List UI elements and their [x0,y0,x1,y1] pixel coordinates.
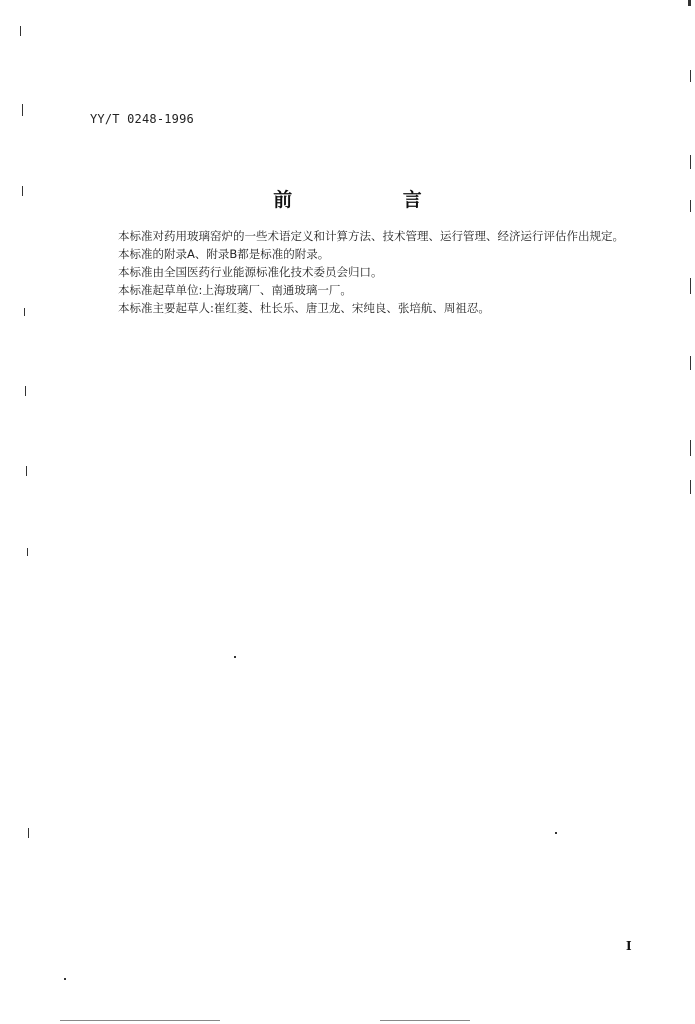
paragraph-scope: 本标准对药用玻璃窑炉的一些术语定义和计算方法、技术管理、运行管理、经济运行评估作出规定。 [118,229,624,243]
scan-artifact [26,466,27,476]
scan-artifact [690,155,691,169]
scan-artifact [25,386,26,396]
scan-artifact [28,828,29,838]
scan-artifact [690,70,691,82]
scan-artifact [690,200,691,212]
paragraph-drafting-units: 本标准起草单位:上海玻璃厂、南通玻璃一厂。 [118,283,352,297]
page-number: I [626,939,632,953]
scan-artifact [555,832,557,834]
paragraph-drafters: 本标准主要起草人:崔红菱、杜长乐、唐卫龙、宋纯良、张培航、周祖忍。 [118,301,490,315]
standard-code: YY/T 0248-1996 [90,112,194,126]
paragraph-appendix: 本标准的附录A、附录B都是标准的附录。 [118,247,330,261]
scan-artifact [234,656,236,658]
scan-artifact [24,308,25,316]
scan-artifact [64,978,66,980]
scan-artifact [690,356,691,370]
scan-artifact [20,26,21,36]
scan-artifact [690,480,691,494]
scan-artifact [60,1020,220,1021]
scan-artifact [27,548,28,556]
scan-artifact [688,0,691,6]
scan-artifact [690,278,691,294]
scan-artifact [690,440,691,456]
scan-artifact [380,1020,470,1021]
foreword-body [118,228,678,318]
scan-artifact [22,104,23,116]
scan-artifact [22,186,23,196]
section-heading-foreword: 前 言 [273,189,474,211]
paragraph-responsible-committee: 本标准由全国医药行业能源标准化技术委员会归口。 [118,265,383,279]
